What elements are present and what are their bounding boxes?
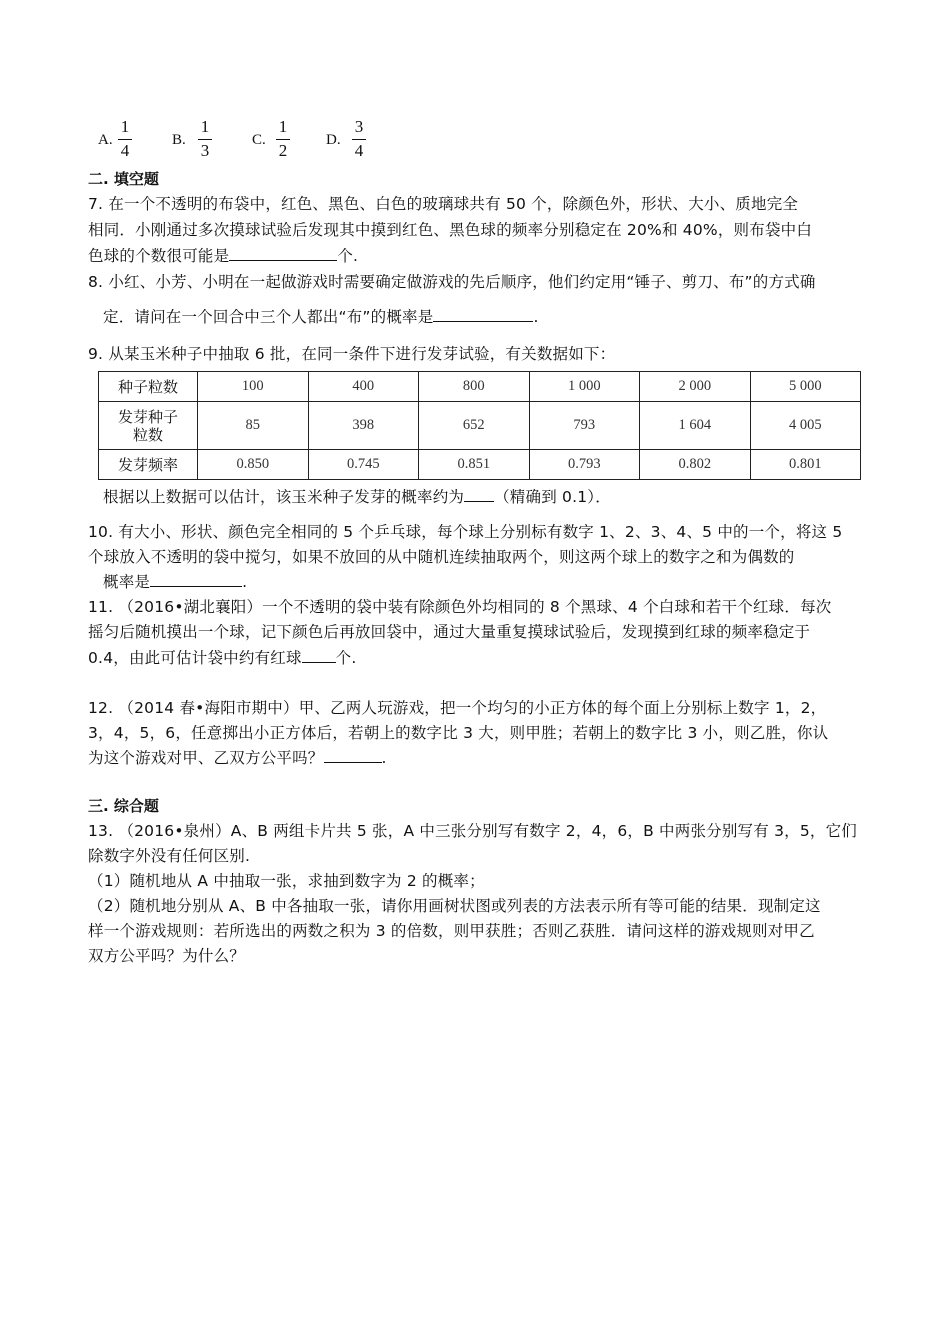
q10-line-2: 个球放入不透明的袋中搅匀，如果不放回的从中随机连续抽取两个，则这两个球上的数字之和为偶数的 [88,548,795,566]
option-label: A. [98,132,113,148]
option-label: D. [326,132,341,148]
q13-part-2-line-1: （2）随机地分别从 A、B 中各抽取一张，请你用画树状图或列表的方法表示所有等可能的结果．现制定这 [88,897,821,915]
table-cell: 0.802 [640,450,751,480]
q11-line-3: 0.4，由此可估计袋中约有红球 个. [88,649,357,667]
germination-table [98,371,861,480]
row-header: 发芽频率 [99,450,198,480]
fraction: 3 4 [352,117,366,161]
answer-blank[interactable] [433,307,533,322]
q8-line-2: 定．请问在一个回合中三个人都出“布”的概率是 . [103,308,539,326]
q12-line-3: 为这个游戏对甲、乙双方公平吗？ . [88,749,387,767]
table-cell: 398 [308,402,419,450]
q7-line-1: 7. 在一个不透明的布袋中，红色、黑色、白色的玻璃球共有 50 个，除颜色外，形状、大小、质地完全 [88,195,799,213]
q12-line-1: 12. （2014 春•海阳市期中）甲、乙两人玩游戏，把一个均匀的小正方体的每个面上分别标上数字 1，2， [88,699,827,717]
row-header: 种子粒数 [99,372,198,402]
answer-blank[interactable] [464,487,494,502]
table-cell: 0.801 [750,450,861,480]
q10-line-1: 10. 有大小、形状、颜色完全相同的 5 个乒乓球，每个球上分别标有数字 1、2、3、4、5 中的一个，将这 5 [88,523,843,541]
table-cell: 793 [529,402,640,450]
q13-part-2-line-2: 样一个游戏规则：若所选出的两数之积为 3 的倍数，则甲获胜；否则乙获胜．请问这样的游戏规则对甲乙 [88,922,815,940]
option-label: B. [172,132,186,148]
q13-line-1: 13. （2016•泉州）A、B 两组卡片共 5 张，A 中三张分别写有数字 2，4，6，B 中两张分别写有 3，5，它们 [88,822,858,840]
q13-part-2-line-3: 双方公平吗？为什么？ [88,947,246,965]
q13-part-1: （1）随机地从 A 中抽取一张，求抽到数字为 2 的概率； [88,872,485,890]
fraction: 1 3 [198,117,212,161]
q13-line-2: 除数字外没有任何区别. [88,847,251,865]
table-row [99,450,861,480]
q9-intro: 9. 从某玉米种子中抽取 6 批，在同一条件下进行发芽试验，有关数据如下： [88,345,616,363]
option-label: C. [252,132,266,148]
answer-blank[interactable] [324,748,382,763]
table-cell: 652 [419,402,530,450]
section-heading-comprehensive: 三. 综合题 [88,797,159,815]
table-row [99,372,861,402]
section-heading-fill-in: 二. 填空题 [88,170,159,188]
row-header: 发芽种子 粒数 [99,402,198,450]
table-cell: 400 [308,372,419,402]
table-cell: 1 000 [529,372,640,402]
table-cell: 85 [198,402,309,450]
table-cell: 0.851 [419,450,530,480]
q9-after: 根据以上数据可以估计，该玉米种子发芽的概率约为 （精确到 0.1）． [103,488,611,506]
q11-line-1: 11. （2016•湖北襄阳）一个不透明的袋中装有除颜色外均相同的 8 个黑球、4 个白球和若干个红球．每次 [88,598,832,616]
table-cell: 800 [419,372,530,402]
table-cell: 100 [198,372,309,402]
q7-line-3: 色球的个数很可能是 个. [88,247,359,265]
table-cell: 5 000 [750,372,861,402]
answer-blank[interactable] [302,648,336,663]
table-cell: 0.793 [529,450,640,480]
table-cell: 0.745 [308,450,419,480]
fraction: 1 2 [276,117,290,161]
table-cell: 0.850 [198,450,309,480]
q10-line-3: 概率是 . [103,573,248,591]
table-row [99,402,861,450]
q8-line-1: 8. 小红、小芳、小明在一起做游戏时需要确定做游戏的先后顺序，他们约定用“锤子、剪刀、布”的方式确 [88,273,816,291]
fraction: 1 4 [118,117,132,161]
table-cell: 2 000 [640,372,751,402]
q7-line-2: 相同．小刚通过多次摸球试验后发现其中摸到红色、黑色球的频率分别稳定在 20%和 40%，则布袋中白 [88,221,813,239]
q11-line-2: 摇匀后随机摸出一个球，记下颜色后再放回袋中，通过大量重复摸球试验后，发现摸到红球的频率稳定于 [88,623,811,641]
table-cell: 1 604 [640,402,751,450]
table-cell: 4 005 [750,402,861,450]
q12-line-2: 3，4，5，6，任意掷出小正方体后，若朝上的数字比 3 大，则甲胜；若朝上的数字比 3 小，则乙胜，你认 [88,724,829,742]
answer-blank[interactable] [229,246,337,261]
answer-blank[interactable] [150,572,242,587]
